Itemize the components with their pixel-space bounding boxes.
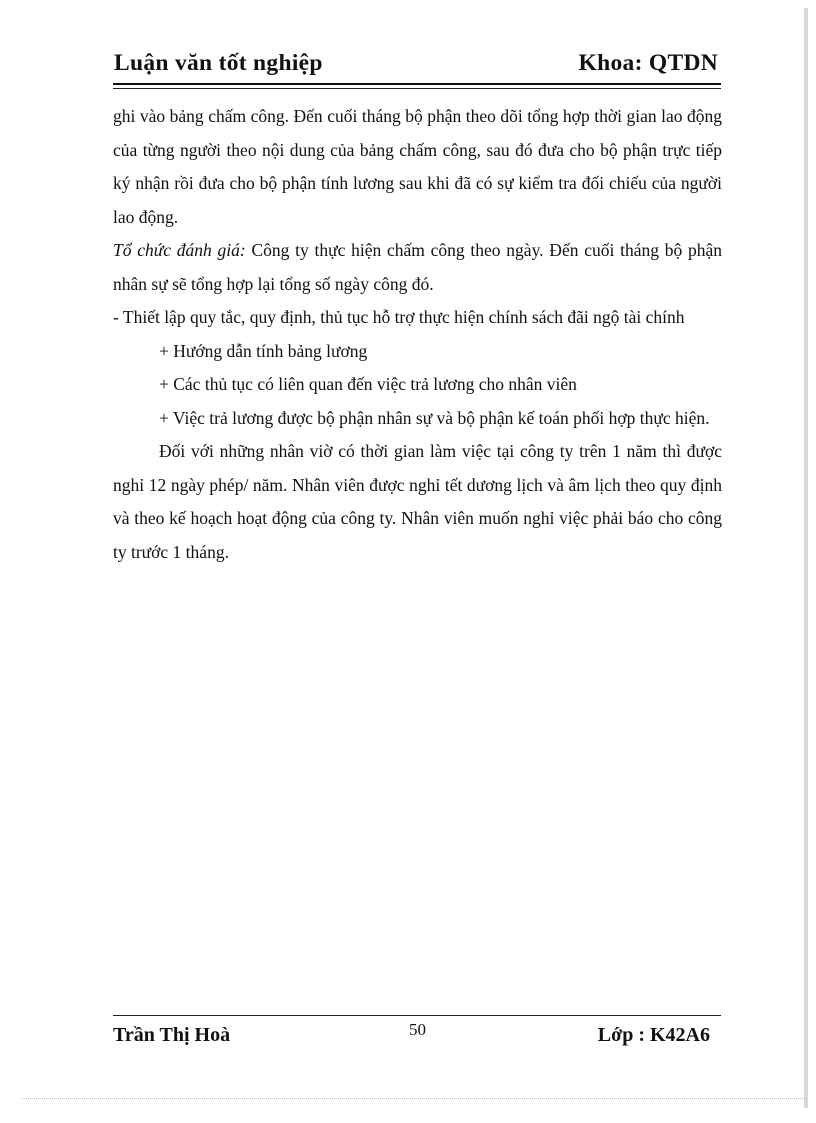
page-number: 50 — [409, 1020, 426, 1039]
paragraph-leave: Đối với những nhân viờ có thời gian làm việc tại công ty trên 1 năm thì được nghỉ 12 ngày phép/ năm. Nhân viên được nghỉ tết dương lịch và âm lịch theo quy định và theo kế hoạch hoạt động của công ty. Nhân viên muốn nghỉ việc phải báo cho công ty trước 1 tháng. — [113, 441, 722, 562]
bullet-procedures: + Các thủ tục có liên quan đến việc trả lương cho nhân viên — [159, 374, 577, 394]
bullet-payroll-guide: + Hướng dẫn tính bảng lương — [159, 340, 368, 361]
paragraph-evaluation — [113, 234, 722, 301]
paragraph-timekeeping: ghi vào bảng chấm công. Đến cuối tháng bộ phận theo dõi tổng hợp thời gian lao động của từng người theo nội dung của bảng chấm công, sau đó đưa cho bộ phận trực tiếp ký nhận rồi đưa cho bộ phận tính lương sau khi đã có sự kiểm tra đối chiếu của người lao động. — [113, 106, 722, 227]
evaluation-label: Tổ chức đánh giá: — [113, 240, 246, 260]
page-footer — [113, 1018, 722, 1052]
paragraph-rules: - Thiết lập quy tắc, quy định, thủ tục hỗ trợ thực hiện chính sách đãi ngộ tài chính — [113, 307, 685, 327]
footer-rule — [113, 1015, 721, 1016]
page-bottom-border — [22, 1098, 807, 1099]
footer-class: Lớp : K42A6 — [597, 1024, 710, 1046]
bullet-payment: + Việc trả lương được bộ phận nhân sự và bộ phận kế toán phối hợp thực hiện. — [159, 407, 710, 428]
header-rule-thick — [113, 83, 721, 85]
header-title: Luận văn tốt nghiệp — [114, 50, 323, 76]
header-faculty: Khoa: QTDN — [578, 50, 718, 76]
page-header — [113, 50, 721, 82]
body-content — [113, 100, 722, 569]
page-shadow — [804, 8, 808, 1108]
header-rule-thin — [113, 88, 721, 89]
footer-author: Trần Thị Hoà — [113, 1024, 231, 1046]
evaluation-text: Công ty thực hiện chấm công theo ngày. Đến cuối tháng bộ phận nhân sự sẽ tổng hợp lại tổng số ngày công đó. — [113, 240, 722, 294]
